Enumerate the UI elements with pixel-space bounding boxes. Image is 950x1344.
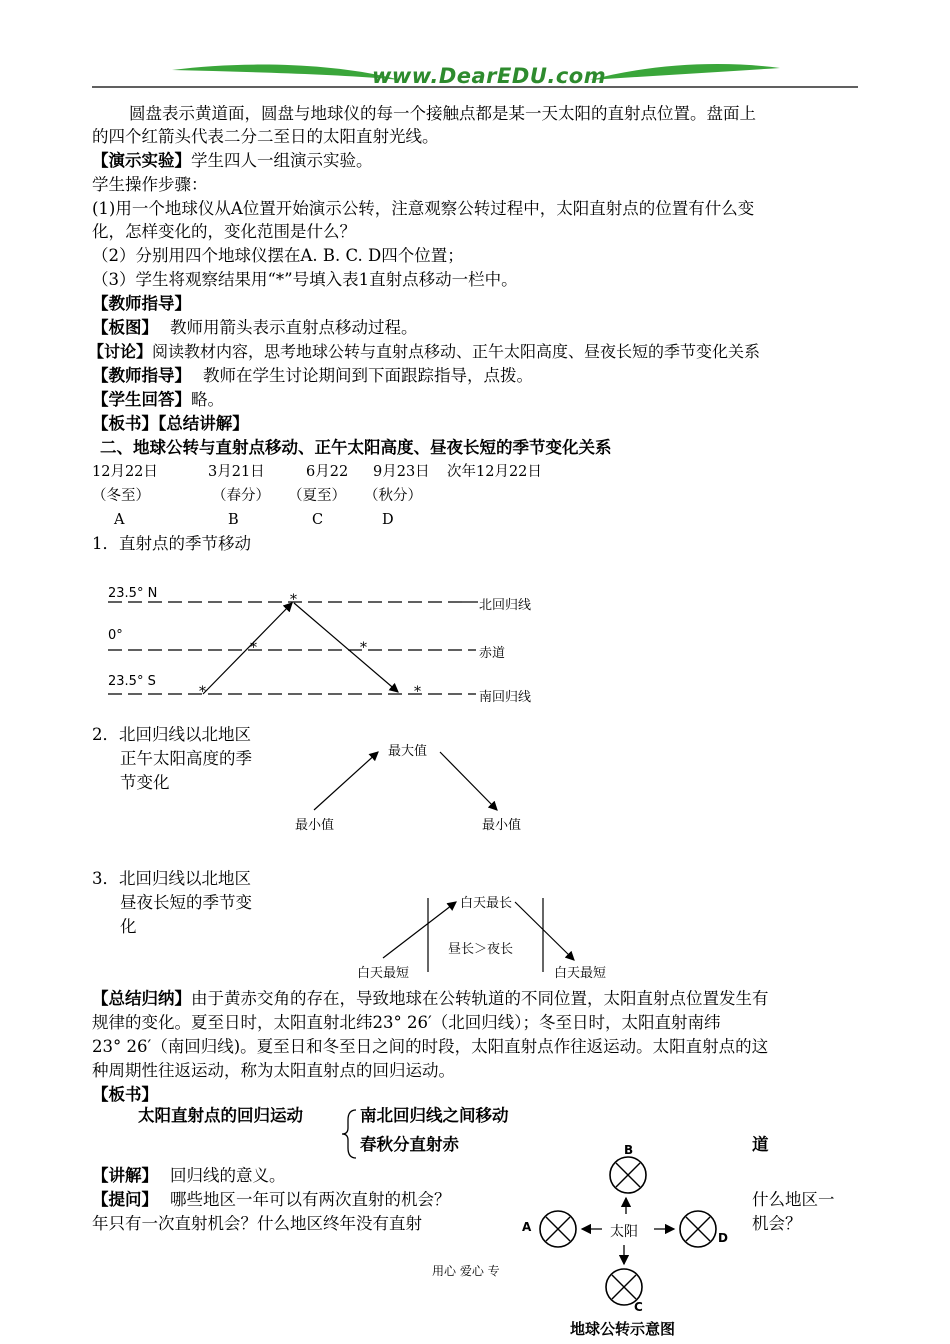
timeline-date-5: 次年12月22日 (447, 464, 542, 480)
demo-text: 学生四人一组演示实验。 (191, 151, 373, 170)
discussion-text: 阅读教材内容，思考地球公转与直射点移动、正午太阳高度、昼夜长短的季节变化关系 (152, 342, 761, 361)
star-mark-eq-right: * (360, 640, 367, 656)
lat-n-label: 23.5° N (108, 586, 158, 601)
star-mark-eq-left: * (250, 640, 257, 656)
question-line-2: 年只有一次直射机会？什么地区终年没有直射 (92, 1214, 422, 1233)
tropic-capricorn-label: 南回归线 (479, 690, 532, 705)
summary-text-1: 由于黄赤交角的存在，导致地球在公转轨道的不同位置，太阳直射点位置发生有 (191, 989, 769, 1008)
position-a-label: A (522, 1220, 532, 1234)
longest-day-label: 白天最长 (460, 896, 513, 911)
day-longer-than-night-label: 昼长＞夜长 (448, 942, 514, 957)
item-2-line-2: 正午太阳高度的季 (120, 749, 252, 768)
lecture-tag: 【讲解】 (92, 1166, 158, 1185)
star-mark-north: * (290, 592, 297, 608)
discussion-tag: 【讨论】 (88, 342, 153, 361)
site-logo-text: www.DearEDU.com (372, 64, 607, 88)
figure-4-caption: 地球公转示意图 (570, 1320, 676, 1338)
steps-heading: 学生操作步骤： (92, 175, 208, 194)
position-d-label: D (718, 1231, 728, 1245)
timeline-term-2: （春分） (212, 488, 270, 504)
timeline-date-4: 9月23日 (373, 464, 430, 480)
question-text: 哪些地区一年可以有两次直射的机会？ (170, 1190, 451, 1209)
footer-text: 用心 爱心 专 (432, 1264, 500, 1278)
intro-line-2: 的四个红箭头代表二分二至日的太阳直射光线。 (92, 127, 439, 146)
lat-s-label: 23.5° S (108, 674, 156, 689)
board-summary-tag: 【板书】【总结讲解】 (92, 414, 249, 433)
teacher-guide-2-text: 教师在学生讨论期间到下面跟踪指导，点拨。 (203, 366, 533, 385)
star-mark-south-right: * (414, 684, 421, 700)
tropic-cancer-label: 北回归线 (479, 598, 532, 613)
item-2-line-3: 节变化 (120, 773, 170, 792)
summary-line-3: 23° 26′（南回归线)。夏至日和冬至日之间的时段，太阳直射点作往返运动。太阳直射点的这 (92, 1037, 769, 1056)
step-3: （3）学生将观察结果用“*”号填入表1直射点移动一栏中。 (92, 270, 518, 289)
section-title: 二、地球公转与直射点移动、正午太阳高度、昼夜长短的季节变化关系 (100, 438, 612, 457)
student-answer-text: 略。 (191, 390, 224, 409)
board-3-right-line-2-tail: 道 (752, 1135, 769, 1154)
item-3-line-1: 3．北回归线以北地区 (92, 869, 251, 888)
step-1-line-2: 化，怎样变化的，变化范围是什么？ (92, 222, 356, 241)
star-mark-south-left: * (199, 684, 206, 700)
summary-line-4: 种周期性往返运动，称为太阳直射点的回归运动。 (92, 1061, 455, 1080)
question-tag: 【提问】 (92, 1190, 158, 1209)
timeline-date-2: 3月21日 (208, 464, 265, 480)
board-3-left-text: 太阳直射点的回归运动 (138, 1106, 303, 1125)
step-2: （2）分别用四个地球仪摆在A. B. C. D四个位置； (92, 246, 464, 265)
timeline-term-3: （夏至） (288, 488, 346, 504)
board-figure-text: 教师用箭头表示直射点移动过程。 (170, 318, 418, 337)
item-2-line-1: 2．北回归线以北地区 (92, 725, 251, 744)
timeline-date-1: 12月22日 (92, 464, 158, 480)
item-3-line-2: 昼夜长短的季节变 (120, 893, 252, 912)
min-value-right-label: 最小值 (482, 818, 522, 833)
timeline-letter-b: B (228, 512, 239, 528)
student-answer-tag: 【学生回答】 (92, 390, 191, 409)
item-3-line-3: 化 (120, 917, 137, 936)
sun-label: 太阳 (610, 1224, 638, 1240)
timeline-letter-a: A (114, 512, 125, 528)
timeline-letter-d: D (382, 512, 394, 528)
summary-tag: 【总结归纳】 (92, 989, 191, 1008)
timeline-date-3: 6月22 (306, 464, 349, 480)
item-1-title: 1．直射点的季节移动 (92, 534, 251, 553)
timeline-term-1: （冬至） (92, 488, 150, 504)
teacher-guide-2-tag: 【教师指导】 (92, 366, 191, 385)
board-3-tag: 【板书】 (92, 1085, 158, 1104)
step-1-line-1: (1)用一个地球仪从A位置开始演示公转，注意观察公转过程中，太阳直射点的位置有什么变 (92, 199, 755, 218)
question-tail-1: 什么地区一 (752, 1190, 835, 1209)
equator-label: 赤道 (479, 646, 506, 661)
position-c-label: C (634, 1300, 643, 1314)
min-value-left-label: 最小值 (295, 818, 335, 833)
demo-tag: 【演示实验】 (92, 151, 191, 170)
position-b-label: B (624, 1143, 634, 1157)
lecture-text: 回归线的意义。 (170, 1166, 286, 1185)
shortest-day-right-label: 白天最短 (554, 966, 607, 981)
shortest-day-left-label: 白天最短 (357, 966, 410, 981)
question-tail-2: 机会？ (752, 1214, 802, 1233)
teacher-guide-1-tag: 【教师指导】 (92, 294, 191, 313)
board-figure-tag: 【板图】 (92, 318, 158, 337)
timeline-term-4: （秋分） (364, 488, 422, 504)
timeline-letter-c: C (312, 512, 324, 528)
board-3-right-line-2: 春秋分直射赤 (360, 1135, 459, 1154)
lat-0-label: 0° (108, 628, 123, 643)
summary-line-2: 规律的变化。夏至日时，太阳直射北纬23° 26′（北回归线）；冬至日时，太阳直射南纬 (92, 1013, 721, 1032)
board-3-right-line-1: 南北回归线之间移动 (360, 1106, 509, 1125)
intro-line-1: 圆盘表示黄道面，圆盘与地球仪的每一个接触点都是某一天太阳的直射点位置。盘面上 (129, 104, 756, 123)
max-value-label: 最大值 (388, 744, 428, 759)
